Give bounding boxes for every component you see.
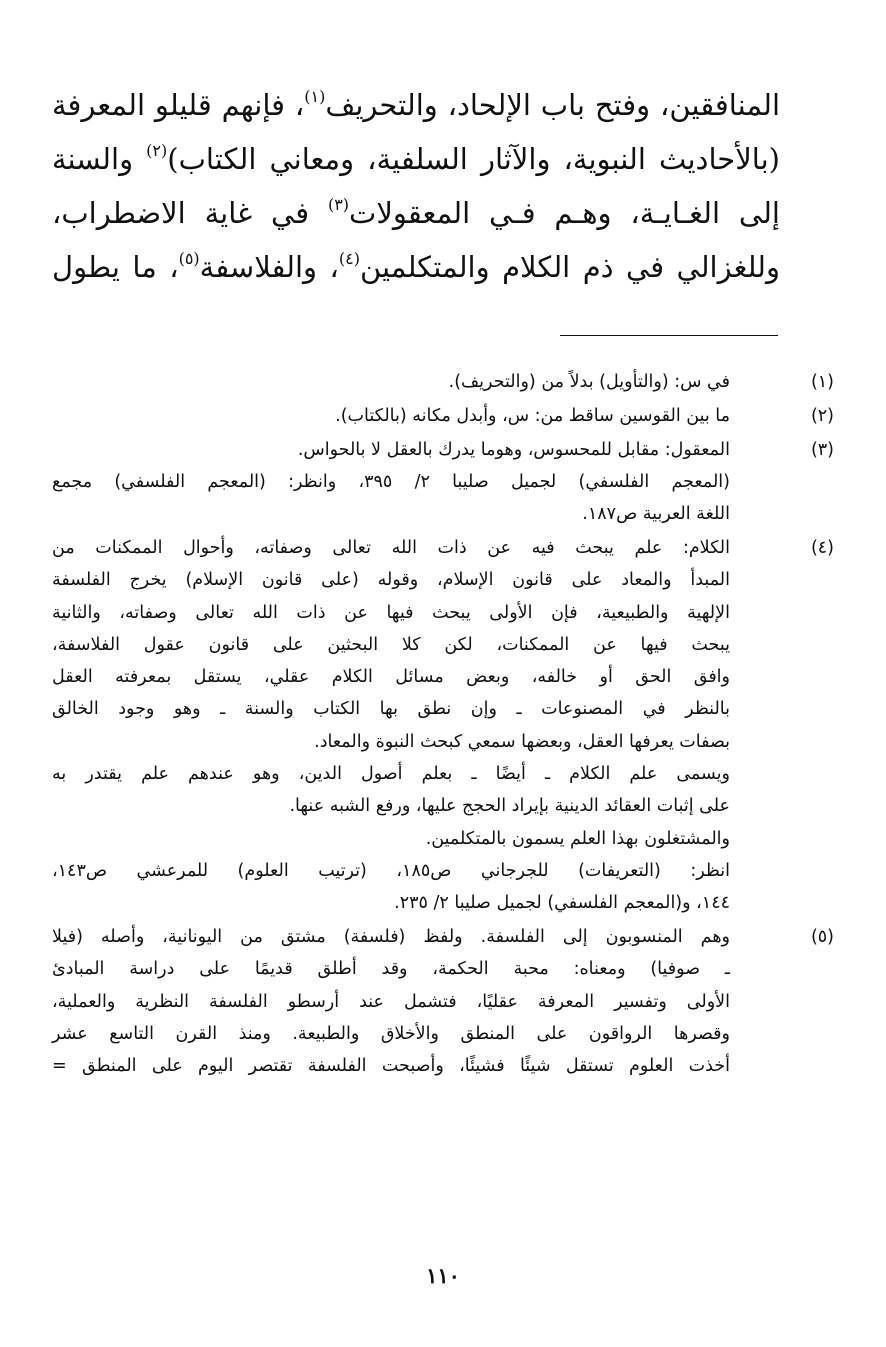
main-text-run: إلى الغـايـة، وهـم فـي المعقولات — [349, 196, 780, 230]
main-text-run: في غاية الاضطراب، — [52, 196, 328, 230]
footnote-line: ـ صوفيا) ومعناه: محبة الحكمة، وقد أطلق قديمًا على دراسة المبادئ — [52, 959, 730, 980]
footnote-line: الأولى وتفسير المعرفة عقليًا، فتشمل عند أرسطو الفلسفة النظرية والعملية، — [52, 991, 730, 1012]
footnote-line: انظر: (التعريفات) للجرجاني ص١٨٥، (ترتيب العلوم) للمرعشي ص١٤٣، — [52, 860, 730, 881]
footnote-line: ويسمى علم الكلام ـ أيضًا ـ بعلم أصول الدين، وهو عندهم علم يقتدر به — [52, 764, 730, 785]
main-text-run: (بالأحاديث النبوية، والآثار السلفية، ومعاني الكتاب) — [167, 142, 780, 176]
footnote-ref: (٢) — [146, 141, 168, 160]
footnote-line: ما بين القوسين ساقط من: س، وأبدل مكانه (بالكتاب). — [335, 405, 730, 426]
footnote-number: (٣) — [810, 439, 834, 460]
footnote-ref: (٤) — [338, 249, 360, 268]
footnote-ref: (١) — [304, 87, 326, 106]
footnote-number: (٥) — [810, 927, 834, 948]
footnote-line: وقصرها الرواقون على المنطق والأخلاق والطبيعة. ومنذ القرن التاسع عشر — [52, 1023, 730, 1044]
footnote-line: المبدأ والمعاد على قانون الإسلام، وقوله (على قانون الإسلام) يخرج الفلسفة — [52, 570, 730, 591]
footnote — [52, 400, 834, 432]
main-line — [52, 240, 780, 294]
footnote-line: يبحث فيها عن الممكنات، لكن كلا البحثين على قانون عقول الفلاسفة، — [52, 634, 730, 655]
footnote-number: (١) — [810, 372, 834, 392]
main-line — [52, 186, 780, 240]
main-text-run: المنافقين، وفتح باب الإلحاد، والتحريف — [325, 88, 780, 122]
footnote-line: اللغة العربية ص١٨٧. — [582, 504, 730, 525]
footnote-separator — [560, 335, 778, 336]
footnote-number: (٤) — [810, 537, 834, 558]
footnote — [52, 366, 834, 398]
footnote-line: وافق الحق أو خالفه، وبعض مسائل الكلام عقلي، يستقل بمعرفته العقل — [52, 667, 730, 688]
main-text — [52, 78, 780, 294]
footnote-line: أخذت العلوم تستقل شيئًا فشيئًا، وأصبحت الفلسفة تقتصر اليوم على المنطق = — [52, 1056, 730, 1077]
footnote-line: المعقول: مقابل للمحسوس، وهوما يدرك بالعقل لا بالحواس. — [297, 439, 730, 460]
footnotes — [52, 366, 834, 1084]
footnote-line: وهم المنسوبون إلى الفلسفة. ولفظ (فلسفة) مشتق من اليونانية، وأصله (فيلا — [52, 927, 730, 948]
footnote-line: (المعجم الفلسفي) لجميل صليبا ٢/ ٣٩٥، وانظر: (المعجم الفلسفي) مجمع — [52, 471, 730, 492]
main-text-run: وللغزالي في ذم الكلام والمتكلمين — [359, 250, 781, 284]
footnote-ref: (٣) — [327, 195, 350, 214]
footnote-line: على إثبات العقائد الدينية بإيراد الحجج عليها، ورفع الشبه عنها. — [289, 796, 730, 817]
footnote-line: في س: (والتأويل) بدلاً من (والتحريف). — [448, 372, 730, 392]
footnote — [52, 434, 834, 531]
main-line — [52, 78, 780, 132]
footnote-line: الكلام: علم يبحث فيه عن ذات الله تعالى وصفاته، وأحوال الممكنات من — [52, 537, 730, 558]
footnote-line: الإلهية والطبيعية، فإن الأولى يبحث فيها عن ذات الله تعالى وصفاته، والثانية — [52, 602, 730, 623]
footnote-line: والمشتغلون بهذا العلم يسمون بالمتكلمين. — [425, 828, 730, 849]
footnote — [52, 532, 834, 920]
main-text-run: ، فإنهم قليلو المعرفة — [52, 88, 305, 122]
footnote-line: ١٤٤، و(المعجم الفلسفي) لجميل صليبا ٢/ ٢٣٥. — [394, 893, 730, 914]
main-line — [52, 132, 780, 186]
footnote-number: (٢) — [810, 405, 834, 426]
footnote-line: بالنظر في المصنوعات ـ وإن نطق بها الكتاب والسنة ـ وهو وجود الخالق — [52, 699, 730, 720]
footnote-line: بصفات يعرفها العقل، وبعضها سمعي كبحث النبوة والمعاد. — [314, 731, 730, 752]
main-text-run: والسنة — [52, 142, 147, 176]
main-text-run: ، ما يطول — [52, 250, 179, 284]
main-text-run: ، والفلاسفة — [199, 250, 339, 284]
footnote — [52, 921, 834, 1082]
footnote-ref: (٥) — [178, 249, 200, 268]
page-number: ١١٠ — [426, 1263, 460, 1288]
